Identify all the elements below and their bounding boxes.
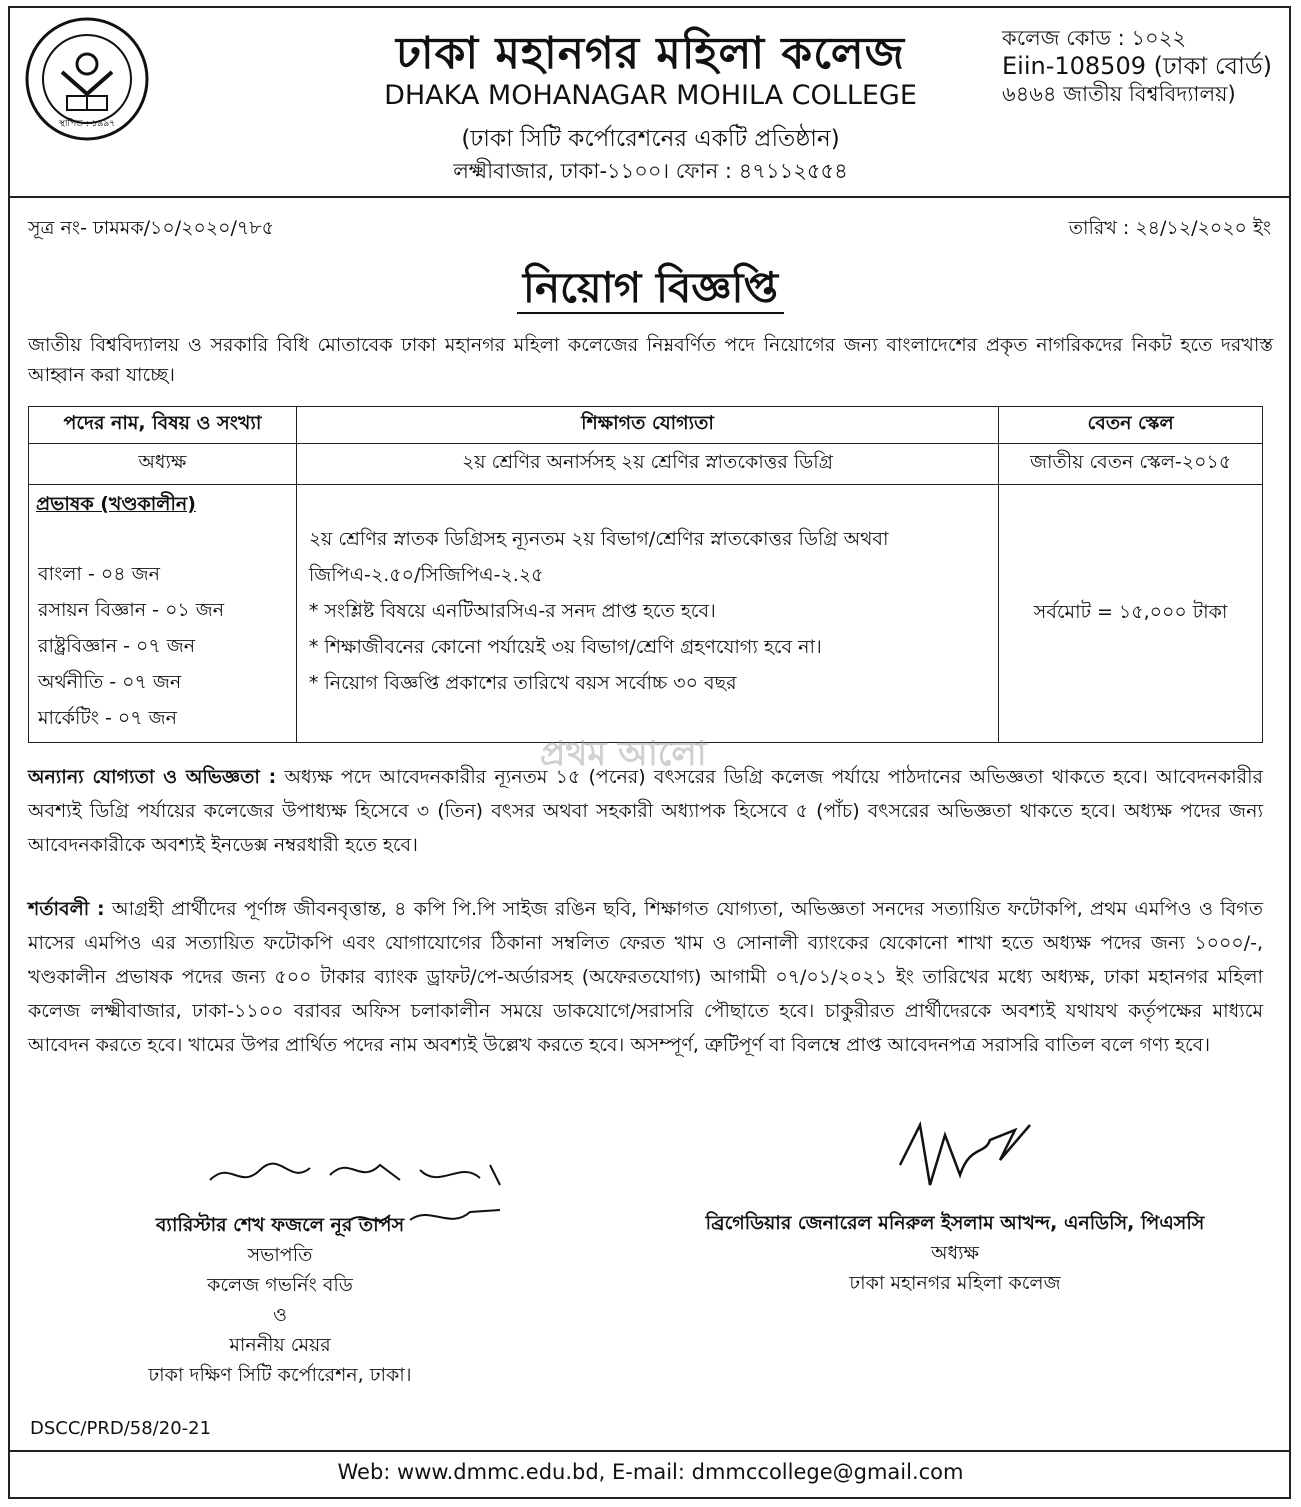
table-header-row — [29, 407, 1263, 444]
signature-left-block — [40, 1210, 520, 1390]
qualification-line: * নিয়োগ বিজ্ঞপ্তি প্রকাশের তারিখে বয়স সর্বোচ্চ ৩০ বছর — [308, 672, 737, 694]
table-row — [29, 485, 1263, 743]
header-pay-scale: বেতন স্কেল — [999, 407, 1263, 444]
jobs-table — [28, 406, 1263, 743]
principal-post: অধ্যক্ষ — [29, 444, 297, 485]
memo-date: তারিখ : ২৪/১২/২০২০ ইং — [1068, 217, 1271, 239]
subject-item: মার্কেটিং - ০৭ জন — [38, 707, 177, 729]
signatory-left-line: ঢাকা দক্ষিণ সিটি কর্পোরেশন, ঢাকা। — [148, 1364, 412, 1386]
watermark-logo: প্রথম আলো — [540, 734, 707, 774]
signatory-right-name: ব্রিগেডিয়ার জেনারেল মনিরুল ইসলাম আখন্দ, এনডিসি, পিএসসি — [705, 1212, 1205, 1234]
lecturer-pay: সর্বমোট = ১৫,০০০ টাকা — [999, 485, 1263, 743]
other-qualifications-text: অধ্যক্ষ পদে আবেদনকারীর ন্যূনতম ১৫ (পনের) বৎসরের ডিগ্রি কলেজ পর্যায়ে পাঠদানের অভিজ্ঞতা থাকতে হবে। আবেদনকারীর অবশ্যই ডিগ্রি পর্যায়ের কলেজের উপাধ্যক্ষ হিসেবে ৩ (তিন) বৎসর অথবা সহকারী অধ্যাপক হিসেবে ৫ (পাঁচ) বৎসরের অভিজ্ঞতা থাকতে হবে। অধ্যক্ষ পদের জন্য আবেদনকারীকে অবশ্যই ইনডেক্স নম্বরধারী হতে হবে। — [28, 766, 1263, 856]
table-row — [29, 444, 1263, 485]
college-address: লক্ষ্মীবাজার, ঢাকা-১১০০। ফোন : ৪৭১১২৫৫৪ — [453, 159, 848, 183]
subject-item: রসায়ন বিজ্ঞান - ০১ জন — [38, 599, 225, 621]
qualification-line: জিপিএ-২.৫০/সিজিপিএ-২.২৫ — [308, 564, 544, 586]
qualification-line: * শিক্ষাজীবনের কোনো পর্যায়েই ৩য় বিভাগ/শ্রেণি গ্রহণযোগ্য হবে না। — [308, 636, 822, 658]
lecturer-qualification — [296, 485, 998, 743]
lecturer-post-cell — [29, 485, 297, 743]
college-name-bangla: ঢাকা মহানগর মহিলা কলেজ — [395, 28, 906, 79]
signatory-left-line: কলেজ গভর্নিং বডি — [207, 1274, 353, 1296]
subject-list — [38, 556, 295, 736]
notice-title — [0, 255, 1301, 326]
college-codes — [1002, 24, 1272, 108]
subject-item: বাংলা - ০৪ জন — [38, 563, 160, 585]
signatory-left-name: ব্যারিস্টার শেখ ফজলে নূর তাপস — [155, 1214, 405, 1236]
signatory-right-title: অধ্যক্ষ — [930, 1242, 979, 1264]
other-qualifications-label: অন্যান্য যোগ্যতা ও অভিজ্ঞতা : — [28, 766, 277, 788]
header-divider — [8, 196, 1291, 198]
memo-reference: সূত্র নং- ঢামমক/১০/২০২০/৭৮৫ — [28, 217, 274, 239]
footer-divider — [8, 1450, 1291, 1452]
eiin-code: Eiin-108509 (ঢাকা বোর্ড) — [1002, 52, 1272, 80]
conditions-label: শর্তাবলী : — [28, 898, 105, 920]
intro-paragraph: জাতীয় বিশ্ববিদ্যালয় ও সরকারি বিধি মোতাবেক ঢাকা মহানগর মহিলা কলেজের নিম্নবর্ণিত পদে নিয়োগের জন্য বাংলাদেশের প্রকৃত নাগরিকদের নিকট হতে দরখাস্ত আহ্বান করা যাচ্ছে। — [28, 334, 1273, 386]
qualification-line: * সংশ্লিষ্ট বিষয়ে এনটিআরসিএ-র সনদ প্রাপ্ত হতে হবে। — [308, 600, 716, 622]
header-post: পদের নাম, বিষয় ও সংখ্যা — [29, 407, 297, 444]
principal-pay: জাতীয় বেতন স্কেল-২০১৫ — [999, 444, 1263, 485]
subject-item: রাষ্ট্রবিজ্ঞান - ০৭ জন — [38, 635, 196, 657]
qualification-line: ২য় শ্রেণির স্নাতক ডিগ্রিসহ ন্যূনতম ২য় বিভাগ/শ্রেণির স্নাতকোত্তর ডিগ্রি অথবা — [308, 528, 889, 550]
notice-title-text: নিয়োগ বিজ্ঞপ্তি — [517, 263, 784, 314]
footer-contact: Web: www.dmmc.edu.bd, E-mail: dmmccollege@gmail.com — [337, 1460, 964, 1484]
subject-item: অর্থনীতি - ০৭ জন — [38, 671, 182, 693]
principal-qualification: ২য় শ্রেণির অনার্সসহ ২য় শ্রেণির স্নাতকোত্তর ডিগ্রি — [296, 444, 998, 485]
college-subtitle: (ঢাকা সিটি কর্পোরেশনের একটি প্রতিষ্ঠান) — [461, 126, 840, 152]
header-qualification: শিক্ষাগত যোগ্যতা — [296, 407, 998, 444]
signatory-left-title: সভাপতি — [247, 1244, 313, 1266]
conditions — [28, 892, 1263, 1062]
college-name-english: DHAKA MOHANAGAR MOHILA COLLEGE — [384, 80, 917, 111]
conditions-text: আগ্রহী প্রার্থীদের পূর্ণাঙ্গ জীবনবৃত্তান্ত, ৪ কপি পি.পি সাইজ রঙিন ছবি, শিক্ষাগত যোগ্যতা, অভিজ্ঞতা সনদের সত্যায়িত ফটোকপি, প্রথম এমপিও ও বিগত মাসের এমপিও এর সত্যায়িত ফটোকপি এবং যোগাযোগের ঠিকানা সম্বলিত ফেরত খাম ও সোনালী ব্যাংকের যেকোনো শাখা হতে অধ্যক্ষ পদের জন্য ১০০০/-, খণ্ডকালীন প্রভাষক পদের জন্য ৫০০ টাকার ব্যাংক ড্রাফট/পে-অর্ডারসহ (অফেরতযোগ্য) আগামী ০৭/০১/২০২১ ইং তারিখের মধ্যে অধ্যক্ষ, ঢাকা মহানগর মহিলা কলেজ লক্ষ্মীবাজার, ঢাকা-১১০০ বরাবর অফিস চলাকালীন সময়ে ডাকযোগে/সরাসরি পৌছাতে হবে। চাকুরীরত প্রার্থীদেরকে অবশ্যই যথাযথ কর্তৃপক্ষের মাধ্যমে আবেদন করতে হবে। খামের উপর প্রার্থিত পদের নাম অবশ্যই উল্লেখ করতে হবে। অসম্পূর্ণ, ত্রুটিপূর্ণ বা বিলম্বে প্রাপ্ত আবেদনপত্র সরাসরি বাতিল বলে গণ্য হবে। — [28, 898, 1263, 1056]
lecturer-post: প্রভাষক (খণ্ডকালীন) — [36, 493, 196, 515]
nu-code: ৬৪৬৪ জাতীয় বিশ্ববিদ্যালয়) — [1002, 82, 1236, 106]
other-qualifications — [28, 760, 1263, 862]
signatory-right-org: ঢাকা মহানগর মহিলা কলেজ — [849, 1272, 1061, 1294]
signatory-left-line: মাননীয় মেয়র — [229, 1334, 331, 1356]
signatory-left-line: ও — [273, 1304, 287, 1326]
college-code: কলেজ কোড : ১০২২ — [1002, 26, 1187, 50]
signature-right-block — [650, 1208, 1260, 1298]
reference-code: DSCC/PRD/58/20-21 — [30, 1418, 212, 1439]
signature-right-icon — [890, 1105, 1040, 1205]
svg-text:স্থাপিত : ১৯৯৭: স্থাপিত : ১৯৯৭ — [58, 119, 116, 129]
